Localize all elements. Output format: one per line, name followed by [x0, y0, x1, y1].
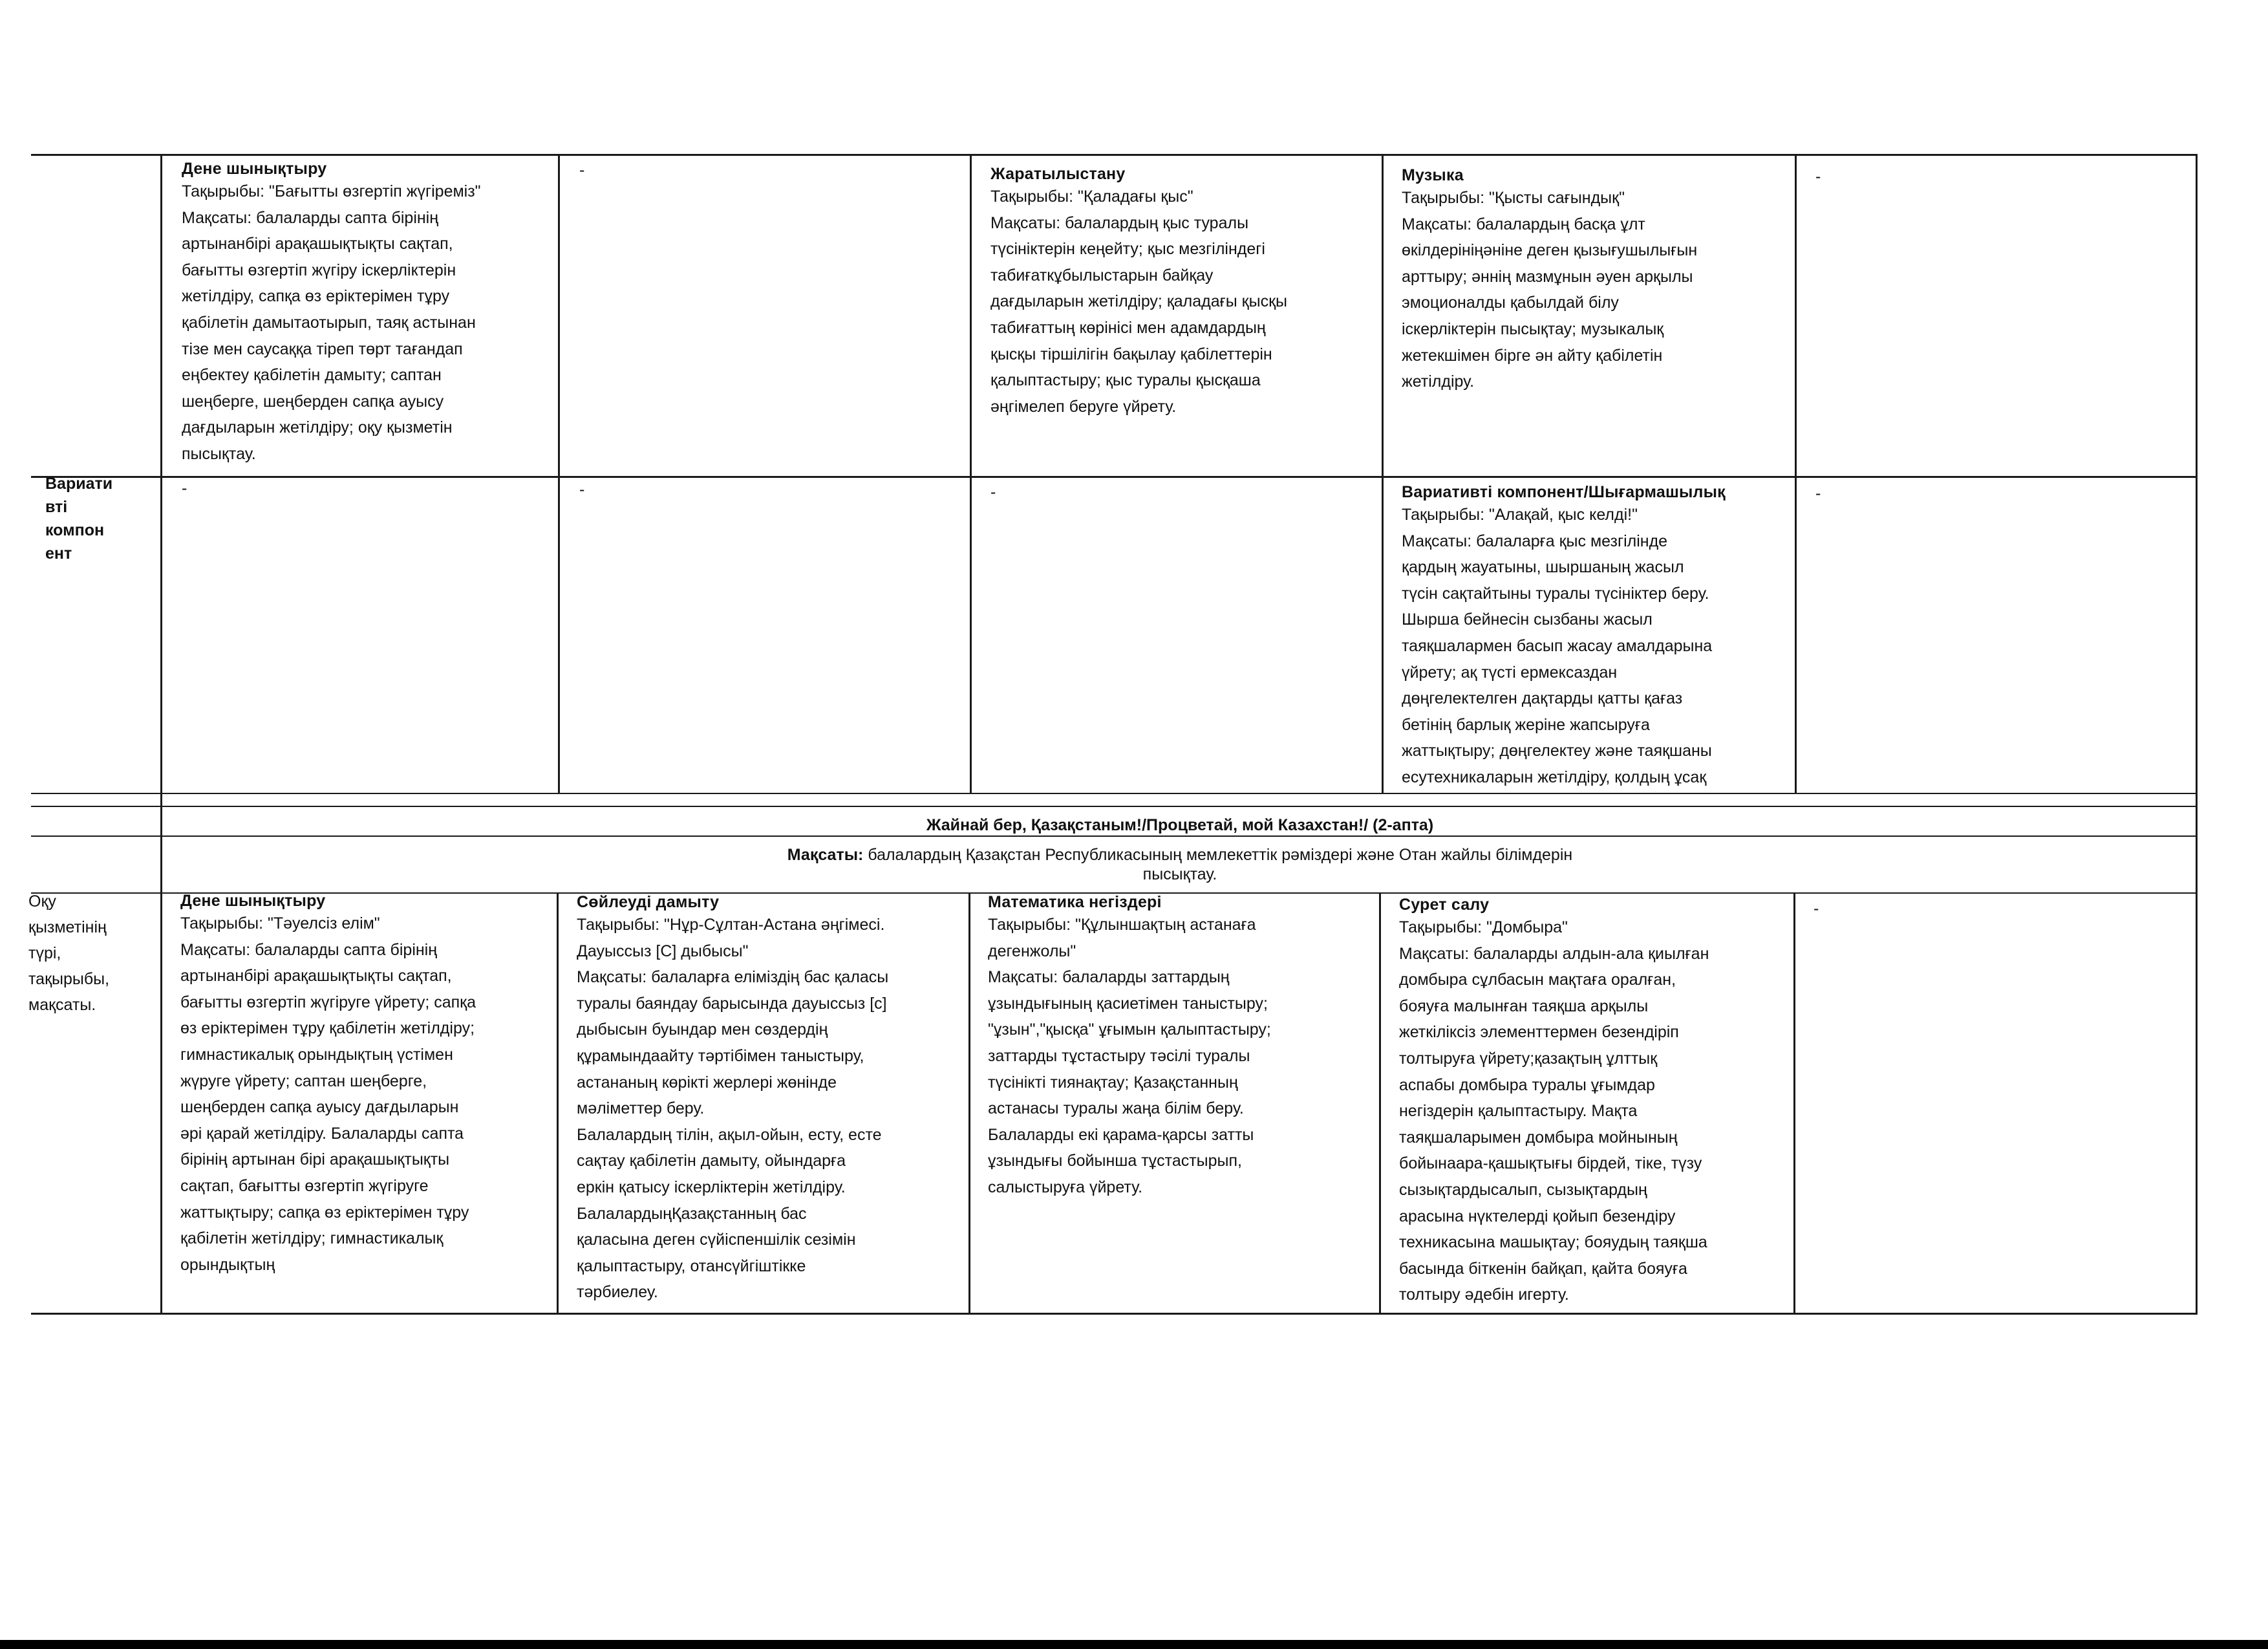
cell-line: еңбектеу қабілетін дамыту; саптан — [182, 366, 442, 385]
cell-line: БалалардыңҚазақстанның бас — [577, 1204, 807, 1223]
scan-bottom-edge — [0, 1640, 2268, 1649]
col-divider-4 — [1795, 154, 1797, 794]
cell-line: астанасы туралы жаңа білім беру. — [988, 1099, 1244, 1118]
row3-cell-math-basics — [988, 892, 1376, 1201]
cell-line: туралы баяндау барысында дауыссыз [с] — [577, 994, 887, 1013]
cell-line: Тақырыбы: "Бағытты өзгертіп жүгіреміз" — [182, 182, 481, 200]
cell-line: сақтап, бағытты өзгертіп жүгіруге — [180, 1176, 429, 1195]
cell-line: жаттықтыру; дөңгелектеу және таяқшаны — [1402, 742, 1712, 760]
cell-line: құрамындаайту тәртібімен таныстыру, — [577, 1046, 864, 1065]
side-line: компон — [45, 521, 105, 539]
col-divider-side — [160, 154, 162, 1315]
cell-line: дағдыларын жетілдіру; оқу қызметін — [182, 418, 453, 437]
cell-line: техникасына машықтау; бояудың таяқша — [1399, 1233, 1707, 1252]
cell-line: жаттықтыру; сапқа өз еріктерімен тұру — [180, 1203, 469, 1222]
col-divider-3 — [1382, 154, 1384, 794]
cell-line: эмоционалды қабылдай білу — [1402, 294, 1619, 312]
col-divider-2b — [968, 892, 970, 1315]
row2-cell-1-empty: - — [182, 479, 187, 497]
cell-line: Тақырыбы: "Домбыра" — [1399, 918, 1568, 936]
cell-line: таяқшаларымен домбыра мойнының — [1399, 1128, 1678, 1147]
cell-line: ұзындығының қасиетімен таныстыру; — [988, 994, 1268, 1013]
row2-cell-2-empty: - — [579, 480, 585, 499]
row3-cell-speech-development — [577, 892, 966, 1306]
col-divider-2 — [970, 154, 972, 794]
cell-line: толтыруға үйрету;қазақтың ұлттық — [1399, 1049, 1658, 1068]
cell-line: Балалардың тілін, ақыл-ойын, есту, есте — [577, 1125, 882, 1144]
cell-line: Мақсаты: балаларды заттардың — [988, 968, 1230, 987]
cell-line: шеңберден сапқа ауысу дағдыларын — [180, 1098, 459, 1117]
table-right-border — [2196, 154, 2198, 1315]
side-line: Оқу — [28, 892, 56, 911]
cell-line: Мақсаты: балалардың басқа ұлт — [1402, 215, 1645, 233]
cell-line: орындықтың — [180, 1255, 275, 1274]
cell-line: аспабы домбыра туралы ұғымдар — [1399, 1075, 1655, 1094]
cell-line: үйрету; ақ түсті ермексаздан — [1402, 663, 1618, 682]
cell-line: Тақырыбы: "Қысты сағындық" — [1402, 189, 1625, 207]
cell-line: ұзындығы бойынша тұстастырып, — [988, 1152, 1242, 1170]
cell-line: жетекшімен бірге ән айту қабілетін — [1402, 346, 1663, 365]
cell-title: Дене шынықтыру — [182, 160, 327, 178]
cell-line: арасына нүктелерді қойып безендіру — [1399, 1207, 1676, 1225]
cell-line: Мақсаты: балалардың қыс туралы — [990, 213, 1249, 232]
cell-line: түсініктерін кеңейту; қыс мезгіліндегі — [990, 240, 1265, 259]
week-goal-text: балалардың Қазақстан Республикасының мемлекеттік рәміздері және Отан жайлы білімдерін — [863, 846, 1573, 864]
cell-line: таяқшалармен басып жасау амалдарына — [1402, 636, 1713, 655]
col-divider-1b — [557, 892, 559, 1315]
row2-side-label — [45, 472, 155, 565]
cell-line: Мақсаты: балаларды алдын-ала қиылған — [1399, 944, 1709, 963]
cell-line: жетілдіру, сапқа өз еріктерімен тұру — [182, 287, 450, 306]
table-top-border — [31, 154, 2197, 156]
side-line: мақсаты. — [28, 996, 96, 1014]
cell-line: жүруге үйрету; саптан шеңберге, — [180, 1072, 427, 1090]
cell-line: Тақырыбы: "Қаладағы қыс" — [990, 188, 1193, 206]
cell-line: қалыптастыру, отансүйгіштікке — [577, 1256, 806, 1275]
cell-line: бірінің артынан бірі арақашықтықты — [180, 1150, 450, 1169]
row3-cell-physical-education — [180, 891, 554, 1278]
cell-title: Вариативті компонент/Шығармашылық — [1402, 483, 1726, 501]
cell-line: бетінің барлық жеріне жапсыруға — [1402, 715, 1650, 734]
cell-line: сақтау қабілетін дамыту, ойындарға — [577, 1152, 846, 1170]
cell-line: басында біткенін байқап, қайта бояуға — [1399, 1259, 1687, 1278]
col-divider-3b — [1379, 892, 1381, 1315]
side-line: қызметінің — [28, 918, 107, 936]
cell-line: сызықтардысалып, сызықтардың — [1399, 1180, 1647, 1199]
cell-line: Тақырыбы: "Құлыншақтың астанаға — [988, 916, 1256, 934]
cell-line: Мақсаты: балаларды сапта бірінің — [182, 208, 439, 227]
row1-cell-music — [1402, 166, 1790, 395]
cell-line: бойынаара-қашықтығы бірдей, тіке, түзу — [1399, 1154, 1702, 1173]
cell-title: Сурет салу — [1399, 896, 1490, 914]
cell-line: қабілетін жетілдіру; гимнастикалық — [180, 1229, 444, 1248]
cell-line: дыбысын буындар мен сөздердің — [577, 1020, 828, 1039]
cell-title: Музыка — [1402, 166, 1464, 184]
cell-line: еркін қатысу іскерліктерін жетілдіру. — [577, 1178, 846, 1196]
cell-line: салыстыруға үйрету. — [988, 1178, 1143, 1196]
week-goal — [162, 846, 2198, 864]
cell-line: бағытты өзгертіп жүгіру іскерліктерін — [182, 261, 456, 279]
cell-line: Тақырыбы: "Нұр-Сұлтан-Астана әңгімесі. — [577, 916, 885, 934]
cell-line: гимнастикалық орындықтың үстімен — [180, 1045, 453, 1064]
cell-line: арттыру; әннің мазмұнын әуен арқылы — [1402, 267, 1693, 286]
cell-line: қабілетін дамытаотырып, таяқ астынан — [182, 313, 476, 332]
cell-line: дегенжолы" — [988, 942, 1076, 960]
band-divider-2 — [31, 835, 2197, 837]
row2-cell-variative-creative — [1402, 482, 1793, 792]
cell-line: пысықтау. — [182, 444, 256, 463]
cell-line: бояуға малынған таяқша арқылы — [1399, 997, 1649, 1015]
side-line: вті — [45, 498, 68, 516]
cell-line: тізе мен саусаққа тіреп төрт тағандап — [182, 339, 463, 358]
cell-line: толтыру әдебін игерту. — [1399, 1286, 1569, 1304]
week-goal-line2: пысықтау. — [1142, 865, 1217, 883]
cell-line: "ұзын","қысқа" ұғымын қалыптастыру; — [988, 1020, 1271, 1039]
cell-line: артынанбірі арақашықтықты сақтап, — [180, 967, 452, 986]
side-line: тақырыбы, — [28, 970, 110, 988]
col-divider-4b — [1793, 892, 1795, 1315]
table-bottom-border — [31, 1313, 2197, 1315]
side-line: Вариати — [45, 475, 113, 493]
cell-title: Жаратылыстану — [990, 165, 1126, 183]
cell-line: әрі қарай жетілдіру. Балаларды сапта — [180, 1124, 464, 1143]
cell-line: мәліметтер беру. — [577, 1099, 705, 1118]
cell-title: Дене шынықтыру — [180, 892, 326, 910]
cell-line: табиғаткұбылыстарын байқау — [990, 266, 1214, 285]
row2-cell-3-empty: - — [990, 483, 996, 501]
cell-title: Сөйлеуді дамыту — [577, 893, 720, 911]
cell-line: Мақсаты: балаларға қыс мезгілінде — [1402, 532, 1668, 550]
row1-cell-physical-education — [182, 159, 553, 468]
cell-line: шеңберге, шеңберден сапқа ауысу — [182, 392, 444, 411]
row1-cell-natural-science — [990, 164, 1378, 420]
cell-line: тәрбиелеу. — [577, 1283, 658, 1302]
cell-line: түсінікті тиянақтау; Қазақстанның — [988, 1073, 1238, 1092]
cell-line: есутехникаларын жетілдіру, қолдың ұсақ — [1402, 768, 1707, 786]
row1-cell-2-empty: - — [579, 161, 585, 179]
cell-line: жетілдіру. — [1402, 372, 1475, 391]
cell-line: астананың көрікті жерлері жөнінде — [577, 1073, 837, 1092]
cell-line: қысқы тіршілігін бақылау қабілеттерін — [990, 345, 1272, 363]
cell-line: Тақырыбы: "Алақай, қыс келді!" — [1402, 506, 1638, 524]
row3-cell-5-empty: - — [1813, 900, 1819, 918]
cell-line: іскерліктерін пысықтау; музыкалық — [1402, 319, 1664, 338]
side-line: ент — [45, 544, 72, 563]
cell-line: заттарды тұстастыру тәсілі туралы — [988, 1046, 1250, 1065]
row2-cell-5-empty: - — [1815, 484, 1821, 502]
row-divider-1 — [31, 476, 2197, 478]
cell-line: табиғаттың көрінісі мен адамдардың — [990, 318, 1266, 337]
cell-line: Тақырыбы: "Тәуелсіз елім" — [180, 914, 380, 932]
cell-title: Математика негіздері — [988, 893, 1162, 911]
cell-line: негіздерін қалыптастыру. Мақта — [1399, 1102, 1638, 1121]
cell-line: түсін сақтайтыны туралы түсініктер беру. — [1402, 584, 1709, 603]
side-line: түрі, — [28, 944, 61, 962]
cell-line: өз еріктерімен тұру қабілетін жетілдіру; — [180, 1019, 475, 1038]
cell-line: бағытты өзгертіп жүгіруге үйрету; сапқа — [180, 993, 476, 1011]
cell-line: әңгімелеп беруге үйрету. — [990, 397, 1177, 416]
row3-cell-drawing — [1399, 895, 1790, 1308]
col-divider-1 — [558, 154, 560, 794]
cell-line: Дауыссыз [С] дыбысы" — [577, 942, 749, 960]
cell-line: өкілдерініңәніне деген қызығушылығын — [1402, 241, 1698, 260]
cell-line: артынанбірі арақашықтықты сақтап, — [182, 235, 453, 253]
cell-line: қаласына деген сүйіспеншілік сезімін — [577, 1231, 856, 1249]
cell-line: Балаларды екі қарама-қарсы затты — [988, 1125, 1254, 1144]
cell-line: Шырша бейнесін сызбаны жасыл — [1402, 610, 1653, 629]
row1-cell-5-empty: - — [1815, 167, 1821, 186]
cell-line: Мақсаты: балаларды сапта бірінің — [180, 940, 438, 959]
cell-line: дағдыларын жетілдіру; қаладағы қысқы — [990, 292, 1287, 311]
cell-line: Мақсаты: балаларға еліміздің бас қаласы — [577, 968, 889, 987]
cell-line: дөңгелектелген дақтарды қатты қағаз — [1402, 689, 1683, 708]
cell-line: жеткіліксіз элементтермен безендіріп — [1399, 1023, 1679, 1042]
week-title: Жайнай бер, Қазақстаным!/Процветай, мой Казахстан!/ (2-апта) — [926, 816, 1434, 834]
row3-side-label — [28, 889, 158, 1018]
cell-line: қардың жауатыны, шыршаның жасыл — [1402, 558, 1684, 577]
band-divider-1 — [31, 806, 2197, 807]
cell-line: қалыптастыру; қыс туралы қысқаша — [990, 371, 1261, 390]
week-goal-label: Мақсаты: — [787, 846, 864, 864]
cell-line: домбыра сұлбасын мақтаға оралған, — [1399, 971, 1676, 989]
row-divider-2 — [31, 793, 2197, 794]
